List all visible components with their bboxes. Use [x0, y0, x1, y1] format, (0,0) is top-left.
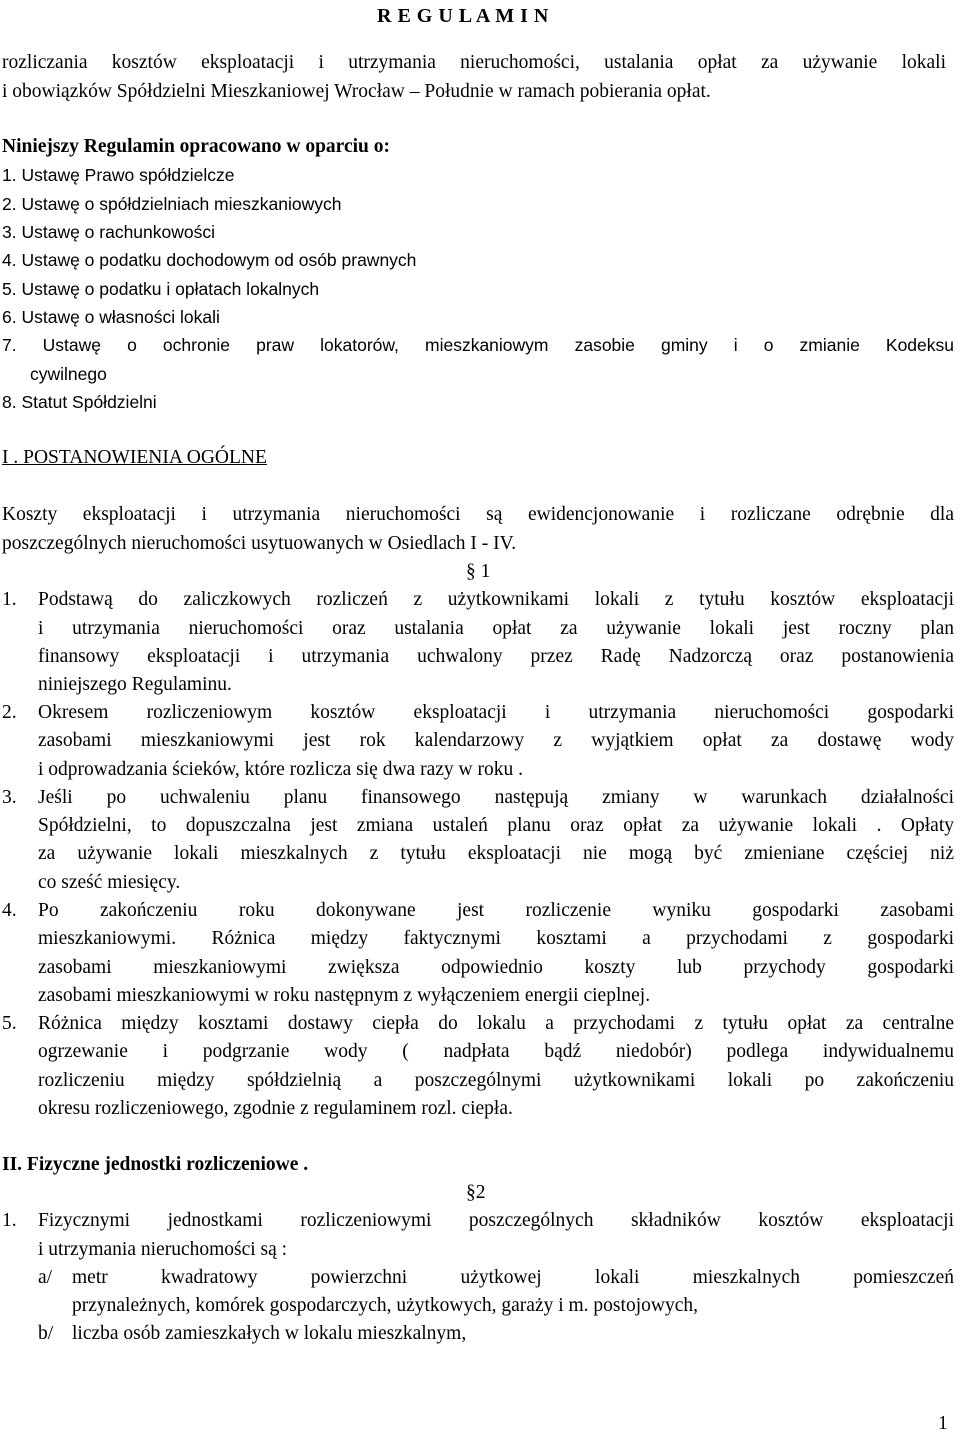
point-line: zasobami mieszkaniowymi jest rok kalendarzowy z wyjątkiem opłat za dostawę wody — [38, 730, 954, 751]
point-line: mieszkaniowymi. Różnica między faktycznymi kosztami a przychodami z gospodarki — [38, 928, 954, 949]
point-line: finansowy eksploatacji i utrzymania uchwalony przez Radę Nadzorczą oraz postanowienia — [38, 646, 954, 667]
section-heading-2: II. Fizyczne jednostki rozliczeniowe . — [2, 1154, 309, 1175]
subpoint-letter: a/ — [38, 1267, 53, 1288]
section-sign-icon: § — [466, 1182, 476, 1203]
basis-item: 5. Ustawę o podatku i opłatach lokalnych — [2, 279, 320, 299]
point-line: i utrzymania nieruchomości oraz ustalania opłat za używanie lokali jest roczny plan — [38, 618, 954, 639]
basis-item: 4. Ustawę o podatku dochodowym od osób prawnych — [2, 250, 417, 270]
basis-item-continuation: cywilnego — [30, 364, 107, 384]
subpoint-line: liczba osób zamieszkałych w lokalu mieszkalnym, — [72, 1323, 467, 1344]
point-line: Różnica między kosztami dostawy ciepła do lokalu a przychodami z tytułu opłat za centralne — [38, 1013, 954, 1034]
subtitle-line: rozliczania kosztów eksploatacji i utrzymania nieruchomości, ustalania opłat za używanie lokali — [2, 52, 946, 73]
section-sign-icon: § — [466, 561, 476, 582]
point-line: Po zakończeniu roku dokonywane jest rozliczenie wyniku gospodarki zasobami — [38, 900, 954, 921]
basis-item: 3. Ustawę o rachunkowości — [2, 222, 216, 242]
point-number: 1. — [2, 1210, 17, 1231]
subpoint-line: przynależnych, komórek gospodarczych, użytkowych, garaży i m. postojowych, — [72, 1295, 698, 1316]
section1-intro-line: poszczególnych nieruchomości usytuowanych w Osiedlach I - IV. — [2, 533, 517, 554]
basis-item: 1. Ustawę Prawo spółdzielcze — [2, 165, 235, 185]
point-number: 2. — [2, 702, 17, 723]
point-line: i utrzymania nieruchomości są : — [38, 1239, 288, 1260]
basis-heading: Niniejszy Regulamin opracowano w oparciu o: — [2, 136, 391, 157]
page-number: 1 — [938, 1413, 948, 1434]
point-line: za używanie lokali mieszkalnych z tytułu eksploatacji nie mogą być zmieniane częściej niż — [38, 843, 954, 864]
point-line: Podstawą do zaliczkowych rozliczeń z użytkownikami lokali z tytułu kosztów eksploatacji — [38, 589, 954, 610]
paragraph-number: § 1 — [466, 561, 491, 582]
point-line: i odprowadzania ścieków, które rozlicza się dwa razy w roku . — [38, 759, 523, 780]
point-number: 1. — [2, 589, 17, 610]
point-number: 3. — [2, 787, 17, 808]
point-line: Spółdzielni, to dopuszczalna jest zmiana ustaleń planu oraz opłat za używanie lokali . Opłaty — [38, 815, 954, 836]
subpoint-line: metr kwadratowy powierzchni użytkowej lokali mieszkalnych pomieszczeń — [72, 1267, 954, 1288]
point-line: Fizycznymi jednostkami rozliczeniowymi poszczególnych składników kosztów eksploatacji — [38, 1210, 954, 1231]
section1-intro-line: Koszty eksploatacji i utrzymania nieruchomości są ewidencjonowanie i rozliczane odrębnie dla — [2, 504, 954, 525]
subtitle-line: i obowiązków Spółdzielni Mieszkaniowej Wrocław – Południe w ramach pobierania opłat. — [2, 81, 711, 102]
point-line: ogrzewanie i podgrzanie wody ( nadpłata bądź niedobór) podlega indywidualnemu — [38, 1041, 954, 1062]
basis-item: 7. Ustawę o ochronie praw lokatorów, mieszkaniowym zasobie gminy i o zmianie Kodeksu — [2, 335, 954, 355]
point-line: Okresem rozliczeniowym kosztów eksploatacji i utrzymania nieruchomości gospodarki — [38, 702, 954, 723]
point-line: zasobami mieszkaniowymi zwiększa odpowiednio koszty lub przychody gospodarki — [38, 957, 954, 978]
basis-item: 8. Statut Spółdzielni — [2, 392, 157, 412]
point-line: rozliczeniu między spółdzielnią a poszczególnymi użytkownikami lokali po zakończeniu — [38, 1070, 954, 1091]
basis-item: 6. Ustawę o własności lokali — [2, 307, 220, 327]
document-title: R E G U L A M I N — [377, 5, 549, 27]
point-line: Jeśli po uchwaleniu planu finansowego następują zmiany w warunkach działalności — [38, 787, 954, 808]
paragraph-number: §2 — [466, 1182, 486, 1203]
section-heading-1: I . POSTANOWIENIA OGÓLNE — [2, 447, 267, 468]
point-line: niniejszego Regulaminu. — [38, 674, 232, 695]
subpoint-letter: b/ — [38, 1323, 54, 1344]
point-line: zasobami mieszkaniowymi w roku następnym z wyłączeniem energii cieplnej. — [38, 985, 651, 1006]
point-line: okresu rozliczeniowego, zgodnie z regulaminem rozl. ciepła. — [38, 1098, 513, 1119]
point-number: 4. — [2, 900, 17, 921]
point-line: co sześć miesięcy. — [38, 872, 181, 893]
point-number: 5. — [2, 1013, 17, 1034]
basis-item: 2. Ustawę o spółdzielniach mieszkaniowych — [2, 194, 342, 214]
